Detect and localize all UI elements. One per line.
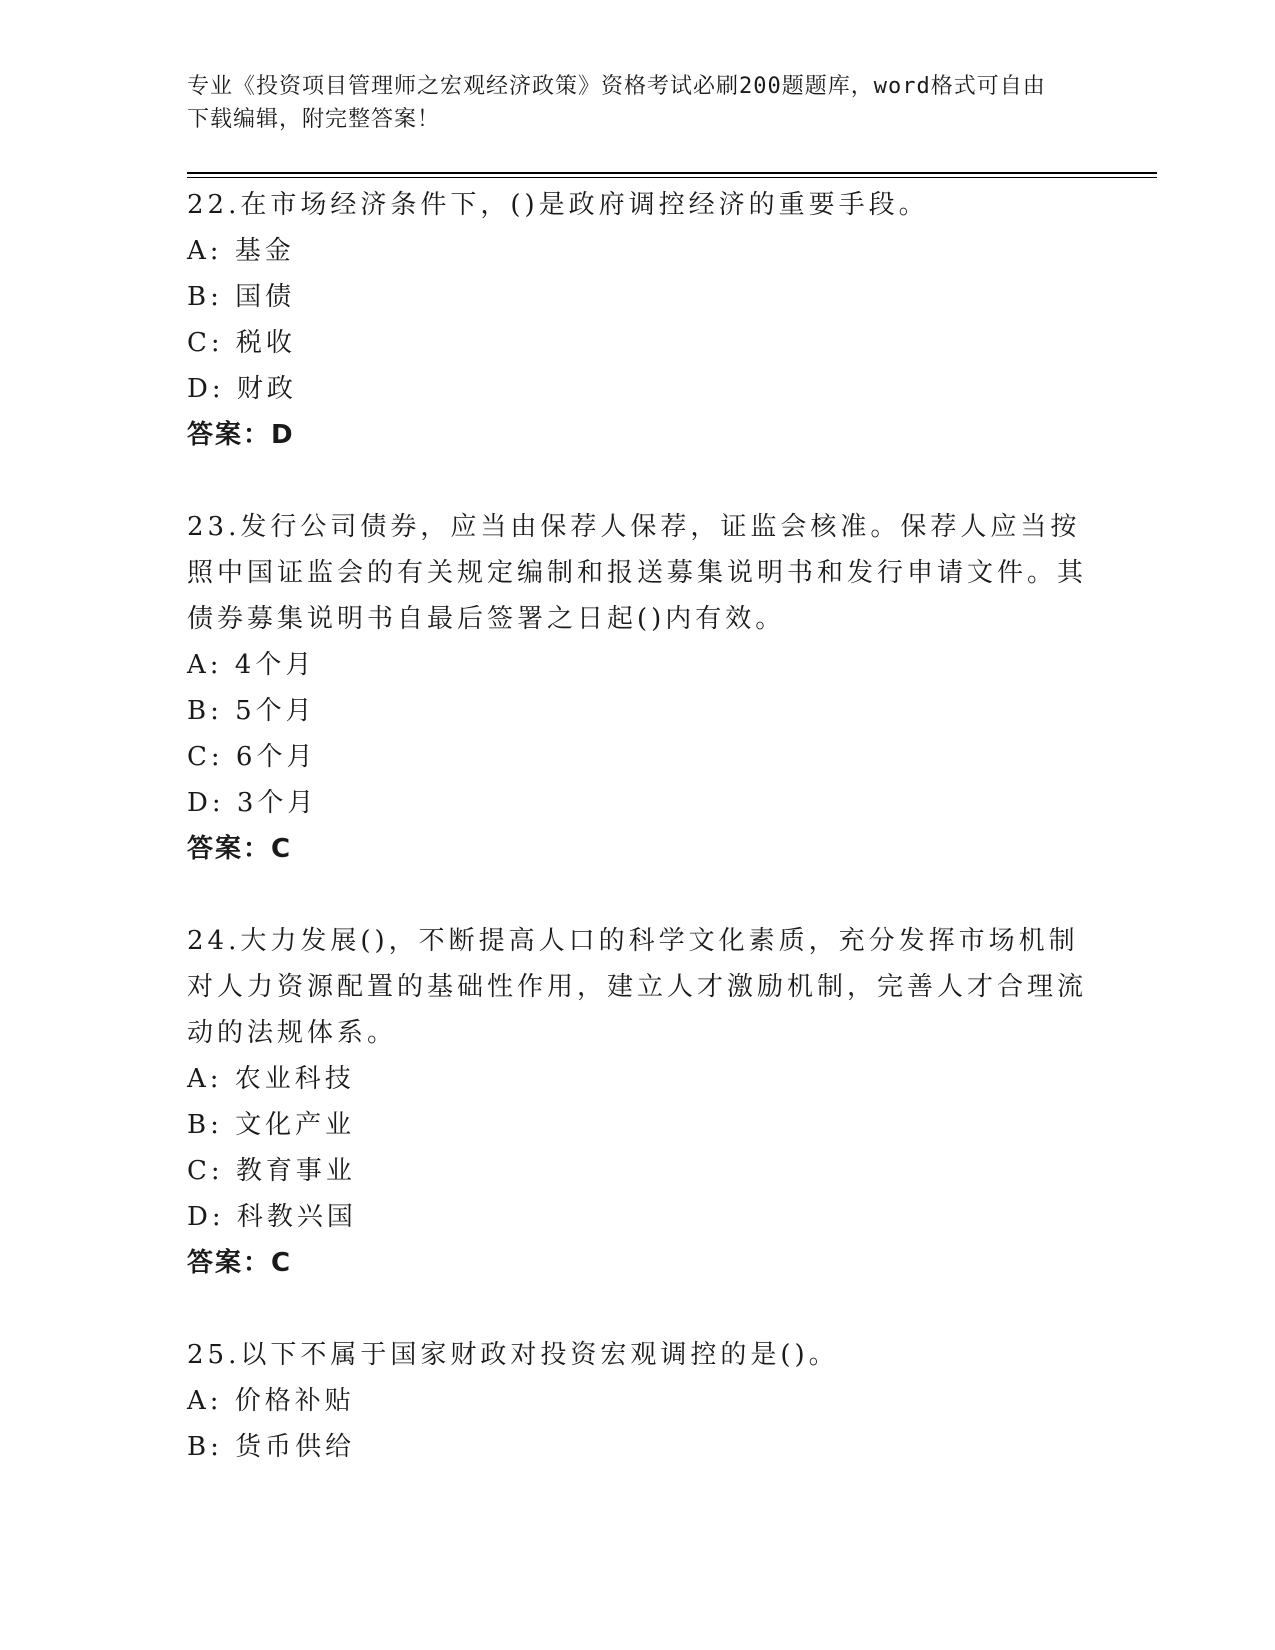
document-header: 专业《投资项目管理师之宏观经济政策》资格考试必刷200题题库，word格式可自由下载编辑，附完整答案！ bbox=[187, 74, 1046, 132]
question-stem: 23.发行公司债券，应当由保荐人保荐，证监会核准。保荐人应当按照中国证监会的有关规定编制和报送募集说明书和发行申请文件。其债券募集说明书自最后签署之日起()内有效。 bbox=[187, 512, 1088, 634]
answer: 答案：C bbox=[187, 1248, 293, 1278]
option-c: C: 税收 bbox=[187, 328, 296, 358]
option-a: A: 农业科技 bbox=[187, 1064, 355, 1094]
question-22 bbox=[187, 182, 1157, 458]
option-c: C: 教育事业 bbox=[187, 1156, 356, 1186]
option-b: B: 货币供给 bbox=[187, 1432, 356, 1462]
option-a: A: 价格补贴 bbox=[187, 1386, 355, 1416]
option-b: B: 文化产业 bbox=[187, 1110, 356, 1140]
question-stem: 24.大力发展()，不断提高人口的科学文化素质，充分发挥市场机制对人力资源配置的基础性作用，建立人才激励机制，完善人才合理流动的法规体系。 bbox=[187, 926, 1088, 1048]
option-d: D: 科教兴国 bbox=[187, 1202, 357, 1232]
question-23 bbox=[187, 504, 1157, 872]
header-divider bbox=[187, 172, 1157, 178]
answer: 答案：C bbox=[187, 834, 293, 864]
question-stem: 22.在市场经济条件下，()是政府调控经济的重要手段。 bbox=[187, 190, 929, 220]
option-d: D: 3个月 bbox=[187, 788, 318, 818]
option-c: C: 6个月 bbox=[187, 742, 317, 772]
option-a: A: 基金 bbox=[187, 236, 295, 266]
option-d: D: 财政 bbox=[187, 374, 297, 404]
question-24 bbox=[187, 918, 1157, 1286]
option-b: B: 5个月 bbox=[187, 696, 316, 726]
question-25 bbox=[187, 1332, 1157, 1470]
document-page bbox=[187, 70, 1157, 1470]
question-stem: 25.以下不属于国家财政对投资宏观调控的是()。 bbox=[187, 1340, 839, 1370]
answer: 答案：D bbox=[187, 420, 295, 450]
option-a: A: 4个月 bbox=[187, 650, 316, 680]
option-b: B: 国债 bbox=[187, 282, 296, 312]
